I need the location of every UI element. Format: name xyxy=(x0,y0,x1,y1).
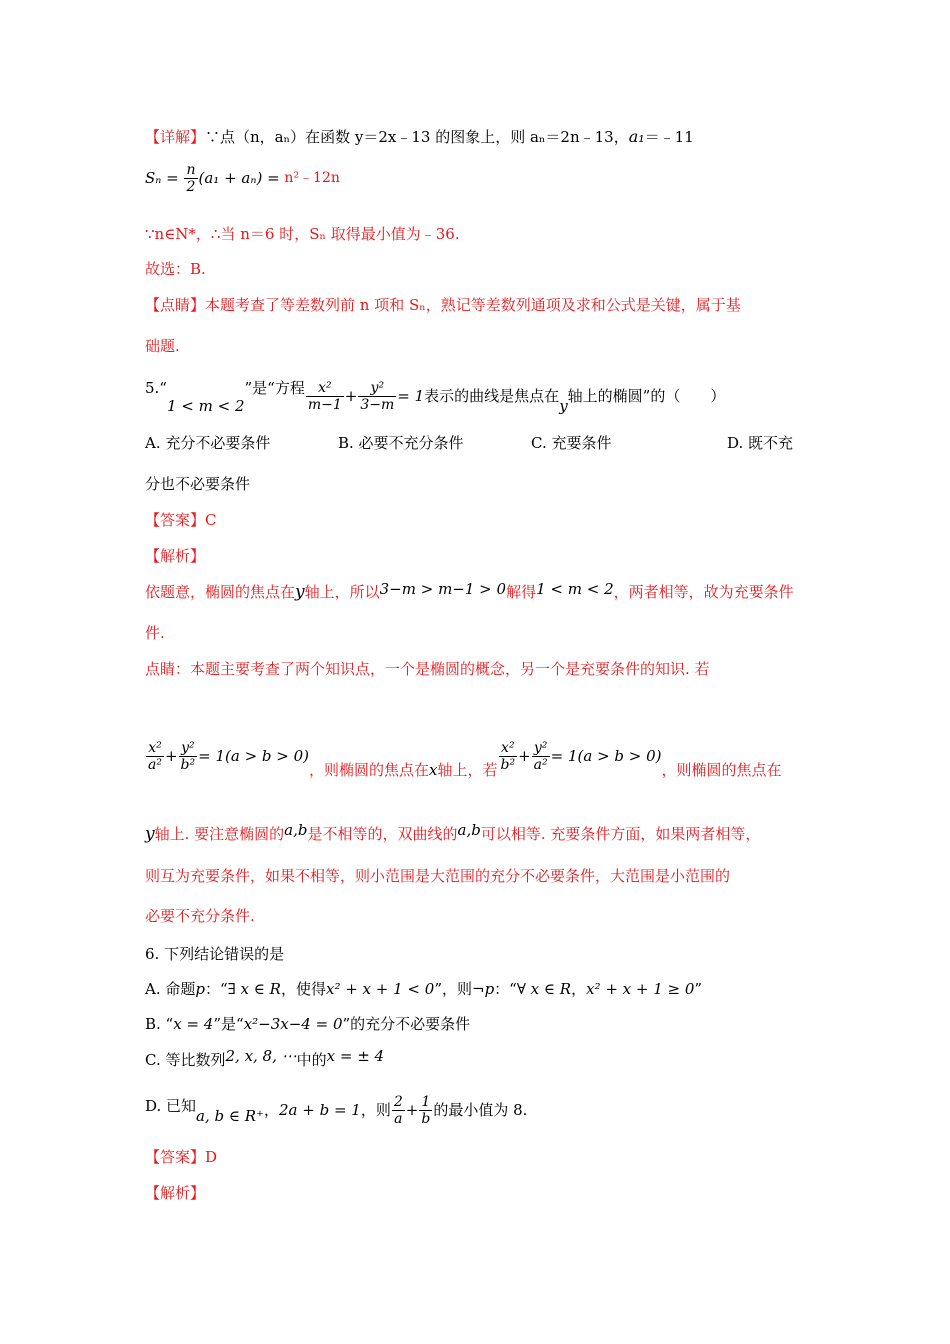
q6-a-np: ¬p xyxy=(472,980,495,998)
q5-analysis-line-1 xyxy=(145,580,794,604)
e1-plus: + xyxy=(164,747,178,765)
comment-text-1: 本题考查了等差数列前 n 项和 Sₙ，熟记等差数列通项及求和公式是关键，属于基 xyxy=(205,296,741,314)
sn-lhs: Sₙ = xyxy=(145,169,179,187)
e1-x-frac xyxy=(146,740,164,773)
pt3-ab1: a,b xyxy=(284,821,308,839)
q5-an1-a: 依题意，椭圆的焦点在 xyxy=(145,583,296,601)
q5-stem-mid: ”是“方程 xyxy=(244,379,305,397)
e1-y-num: y² xyxy=(179,740,198,757)
q6-b-3: ”的充分不必要条件 xyxy=(342,1015,471,1033)
q5-option-a: A. 充分不必要条件 xyxy=(145,434,271,452)
q5-stem-prefix: 5.“ xyxy=(145,379,167,397)
q5-fx-num: x² xyxy=(306,380,344,397)
q5-an1-b: 轴上，所以 xyxy=(304,583,380,601)
q5-option-d-cont: 分也不必要条件 xyxy=(145,475,251,493)
q5-option-c: C. 充要条件 xyxy=(531,434,612,452)
choose-line: 故选：B. xyxy=(145,260,206,278)
q5-stem xyxy=(145,372,725,419)
q5-answer-tag: 【答案】 xyxy=(145,511,206,529)
sn-paren: (a₁ + aₙ) = xyxy=(198,169,280,187)
e2-y-num: y² xyxy=(532,740,550,757)
q6-option-b xyxy=(145,1014,470,1034)
e1-x-den: a² xyxy=(148,756,162,773)
sn-fraction xyxy=(184,162,197,195)
q6-option-d xyxy=(145,1086,527,1133)
q6-a-expr1: ∃ x ∈ R xyxy=(227,980,281,998)
q5-an1-ineq: 3−m > m−1 > 0 xyxy=(379,580,507,598)
q6-a-2: ：“ xyxy=(204,980,228,998)
pt2-c: ，则椭圆的焦点在 xyxy=(661,761,782,779)
e2-x-den: b² xyxy=(500,756,516,773)
e2-x-frac xyxy=(499,740,518,773)
detail-tag: 【详解】 xyxy=(145,128,206,146)
q6-d-f1-den: a xyxy=(394,1110,403,1127)
q5-stem-suffix: 轴上的椭圆”的（ ） xyxy=(567,387,726,405)
q5-point-line-4: 则互为充要条件，如果不相等，则小范围是大范围的充分不必要条件，大范围是小范围的 xyxy=(145,867,731,885)
pt3-y: y xyxy=(145,824,155,844)
q5-condition: 1 < m < 2 xyxy=(166,397,245,415)
q5-an1-d: ，两者相等，故为充要条件 xyxy=(613,583,794,601)
q6-d-expr1: a, b ∈ R⁺ xyxy=(196,1107,264,1125)
q6-a-p: p xyxy=(195,980,205,998)
q5-point-line-1: 点睛：本题主要考查了两个知识点，一个是椭圆的概念，另一个是充要条件的知识. 若 xyxy=(145,660,710,678)
e1-y-frac xyxy=(179,740,198,773)
sn-fraction-num: n xyxy=(186,161,196,178)
q6-analysis-tag: 【解析】 xyxy=(145,1184,206,1202)
q6-d-f2-den: b xyxy=(421,1110,431,1127)
pt3-a: 轴上. 要注意椭圆的 xyxy=(154,825,285,843)
q6-a-7: ” xyxy=(694,980,703,998)
q5-point-line-3 xyxy=(145,822,760,846)
q6-option-c xyxy=(145,1048,384,1072)
q6-d-f2-num: 1 xyxy=(419,1094,432,1111)
q6-b-expr2: x²−3x−4 = 0 xyxy=(243,1015,343,1033)
comment-line-2: 础题. xyxy=(145,337,180,355)
q6-c-1: C. 等比数列 xyxy=(145,1051,226,1069)
e2-x-num: x² xyxy=(499,740,518,757)
q6-a-5: ：“ xyxy=(494,980,517,998)
q6-d-f1-num: 2 xyxy=(393,1093,403,1110)
q6-b-2: ”是“ xyxy=(213,1015,244,1033)
q5-analysis-tag: 【解析】 xyxy=(145,547,206,565)
q6-a-4: ”，则 xyxy=(434,980,472,998)
q5-fx-den: m−1 xyxy=(307,396,342,413)
q6-a-expr3: ∀ x ∈ R xyxy=(516,980,572,998)
q6-answer: D xyxy=(205,1148,218,1166)
detail-line xyxy=(145,127,694,147)
q5-eq: = 1 xyxy=(397,387,425,405)
q6-c-expr: x = ± 4 xyxy=(326,1047,385,1065)
pt3-b: 是不相等的，双曲线的 xyxy=(307,825,458,843)
q5-option-d: D. 既不充 xyxy=(727,434,794,452)
q5-plus: + xyxy=(344,387,358,405)
q5-option-b: B. 必要不充分条件 xyxy=(338,434,464,452)
sn-fraction-den: 2 xyxy=(186,178,196,195)
q5-analysis-line-2: 件. xyxy=(145,624,165,642)
q5-options xyxy=(145,433,805,453)
e1-rest: = 1(a > b > 0) xyxy=(198,747,310,765)
q6-d-frac2 xyxy=(419,1094,432,1127)
e2-y-frac xyxy=(532,740,550,773)
comment-line-1 xyxy=(145,295,741,315)
e1-x-num: x² xyxy=(146,740,164,757)
e2-plus: + xyxy=(518,747,531,765)
q6-a-1: A. 命题 xyxy=(145,980,196,998)
q6-option-a xyxy=(145,979,702,999)
sn-formula-line xyxy=(145,160,340,195)
a1-value: ＝﹣11 xyxy=(644,128,694,146)
q5-fraction-y xyxy=(358,380,396,413)
q6-c-seq: 2, x, 8, ⋯ xyxy=(225,1047,297,1065)
pt2-a: ，则椭圆的焦点在 xyxy=(309,761,430,779)
q5-an1-range: 1 < m < 2 xyxy=(536,580,614,598)
comment-tag: 【点睛】 xyxy=(145,296,206,314)
q5-point-line-5: 必要不充分条件. xyxy=(145,907,255,925)
q6-d-1: D. 已知 xyxy=(145,1097,197,1115)
sn-result: n²﹣12n xyxy=(284,170,340,186)
q6-b-1: B. “ xyxy=(145,1015,174,1033)
q5-fraction-x xyxy=(306,380,344,413)
q6-c-2: 中的 xyxy=(296,1051,327,1069)
pt3-ab2: a,b xyxy=(457,821,481,839)
q6-b-expr1: x = 4 xyxy=(173,1015,214,1033)
pt2-b: 轴上，若 xyxy=(437,761,498,779)
q5-point-line-2 xyxy=(145,732,782,779)
since-n-line: ∵n∈N*，∴当 n＝6 时，Sₙ 取得最小值为﹣36. xyxy=(145,225,460,243)
e2-rest: = 1(a > b > 0) xyxy=(550,747,662,765)
pt2-x: x xyxy=(429,761,438,779)
q6-a-expr2: x² + x + 1 < 0 xyxy=(325,980,435,998)
q5-an1-c: 解得 xyxy=(506,583,537,601)
q5-y-var: y xyxy=(559,397,568,415)
q6-d-frac1 xyxy=(392,1094,405,1127)
q6-d-2: ， xyxy=(263,1101,279,1119)
q5-fy-num: y² xyxy=(358,380,396,397)
q6-d-expr2: 2a + b = 1 xyxy=(278,1101,361,1119)
q6-answer-line xyxy=(145,1147,217,1167)
q6-d-4: 的最小值为 8. xyxy=(433,1101,528,1119)
e1-y-den: b² xyxy=(180,756,196,773)
q5-stem-mid2: 表示的曲线是焦点在 xyxy=(424,387,560,405)
a1-symbol: a₁ xyxy=(628,127,645,146)
q6-a-3: ，使得 xyxy=(280,980,326,998)
detail-text: ∵点（n，aₙ）在函数 y＝2x﹣13 的图象上，则 aₙ＝2n﹣13， xyxy=(205,128,629,146)
q6-stem: 6. 下列结论错误的是 xyxy=(145,945,285,963)
q6-d-3: ，则 xyxy=(360,1101,391,1119)
q5-answer-line xyxy=(145,510,217,530)
e2-y-den: a² xyxy=(533,756,548,773)
q6-a-6: ， xyxy=(571,980,587,998)
q6-d-plus: + xyxy=(405,1101,419,1119)
q6-answer-tag: 【答案】 xyxy=(145,1148,206,1166)
q5-an1-y: y xyxy=(295,582,305,602)
pt3-c: 可以相等. 充要条件方面，如果两者相等， xyxy=(480,825,761,843)
q5-fy-den: 3−m xyxy=(360,396,395,413)
q5-answer: C xyxy=(205,511,217,529)
q6-a-expr4: x² + x + 1 ≥ 0 xyxy=(586,980,695,998)
